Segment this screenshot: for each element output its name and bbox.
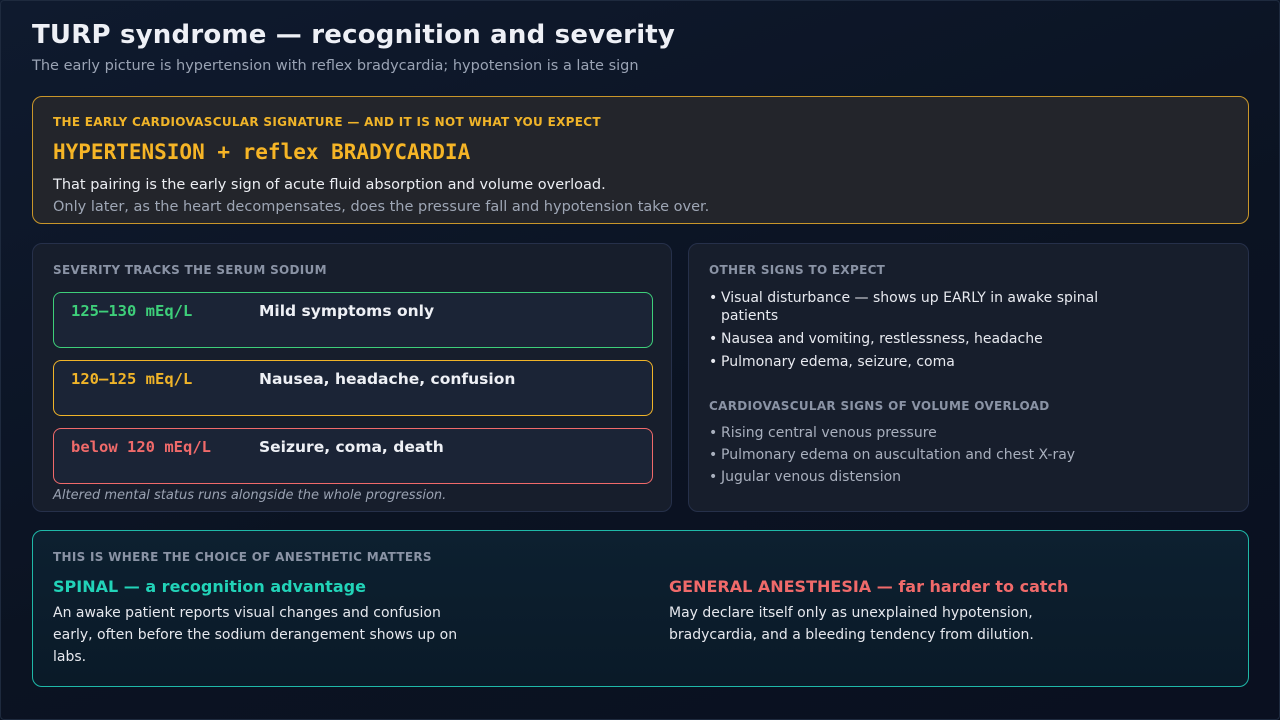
list-item: • Pulmonary edema, seizure, coma — [709, 353, 1099, 371]
early-signature-headline: HYPERTENSION + reflex BRADYCARDIA — [53, 140, 471, 164]
spinal-body: An awake patient reports visual changes and confusion early, often before the sodium derangement shows up on labs. — [53, 605, 458, 665]
early-signature-line-1: That pairing is the early sign of acute fluid absorption and volume overload. — [53, 177, 606, 193]
anesthetic-eyebrow: THIS IS WHERE THE CHOICE OF ANESTHETIC MATTERS — [53, 550, 432, 564]
early-signature-eyebrow: THE EARLY CARDIOVASCULAR SIGNATURE — AND IT IS NOT WHAT YOU EXPECT — [53, 115, 601, 129]
general-anesthesia-body: May declare itself only as unexplained hypotension, bradycardia, and a bleeding tendency from dilution. — [669, 605, 1034, 643]
list-item: • Pulmonary edema on auscultation and chest X-ray — [709, 446, 1209, 464]
spinal-heading: SPINAL — a recognition advantage — [53, 577, 366, 596]
other-signs-panel — [688, 243, 1249, 512]
severity-eyebrow: SEVERITY TRACKS THE SERUM SODIUM — [53, 263, 327, 277]
volume-overload-eyebrow: CARDIOVASCULAR SIGNS OF VOLUME OVERLOAD — [709, 399, 1050, 413]
anesthetic-choice-panel — [32, 530, 1249, 687]
other-signs-eyebrow: OTHER SIGNS TO EXPECT — [709, 263, 886, 277]
severity-range: 125–130 mEq/L — [71, 302, 193, 320]
severity-description: Mild symptoms only — [259, 302, 435, 320]
severity-range: 120–125 mEq/L — [71, 370, 193, 388]
page-title: TURP syndrome — recognition and severity — [32, 20, 676, 50]
volume-overload-list — [709, 424, 1209, 490]
severity-description: Seizure, coma, death — [259, 438, 444, 456]
early-signature-panel — [32, 96, 1249, 224]
severity-note: Altered mental status runs alongside the whole progression. — [53, 488, 447, 503]
early-signature-line-2: Only later, as the heart decompensates, does the pressure fall and hypotension take over. — [53, 199, 710, 215]
severity-row-mild — [53, 292, 653, 348]
severity-range: below 120 mEq/L — [71, 438, 211, 456]
severity-panel — [32, 243, 672, 512]
list-item: • Nausea and vomiting, restlessness, headache — [709, 330, 1099, 348]
list-item: • Visual disturbance — shows up EARLY in awake spinal patients — [709, 289, 1099, 325]
page-subtitle: The early picture is hypertension with reflex bradycardia; hypotension is a late sign — [32, 58, 639, 74]
list-item: • Jugular venous distension — [709, 468, 1209, 486]
severity-description: Nausea, headache, confusion — [259, 370, 516, 388]
severity-row-moderate — [53, 360, 653, 416]
other-signs-list — [709, 289, 1099, 376]
severity-row-severe — [53, 428, 653, 484]
general-anesthesia-heading: GENERAL ANESTHESIA — far harder to catch — [669, 577, 1069, 596]
list-item: • Rising central venous pressure — [709, 424, 1209, 442]
